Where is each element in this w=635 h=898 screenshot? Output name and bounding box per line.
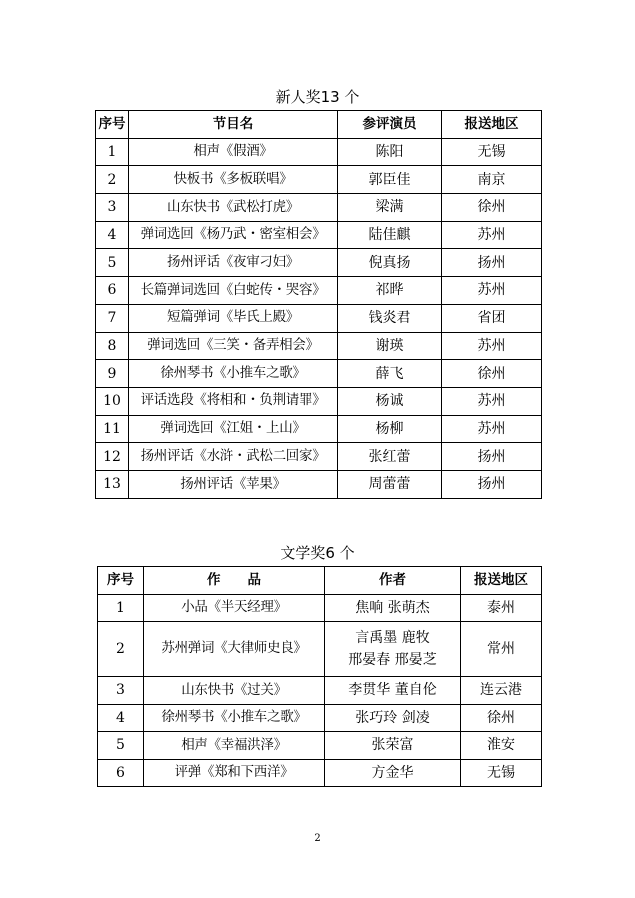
cell-region-text: 徐州 bbox=[477, 199, 506, 216]
cell-region-text: 扬州 bbox=[477, 254, 506, 271]
cell-region bbox=[442, 304, 542, 332]
cell-index-text: 6 bbox=[116, 764, 125, 781]
cell-person-text: 张巧玲 剑凌 bbox=[355, 709, 430, 726]
cell-index-text: 8 bbox=[107, 337, 117, 354]
cell-person bbox=[325, 594, 461, 622]
cell-index bbox=[98, 622, 144, 677]
table-row bbox=[96, 221, 542, 249]
cell-title-text: 弹词选回《江姐・上山》 bbox=[160, 420, 306, 437]
cell-title-text: 弹词选回《三笑・备弄相会》 bbox=[147, 337, 319, 354]
cell-index bbox=[96, 332, 129, 360]
cell-person-text: 谢瑛 bbox=[375, 337, 404, 354]
cell-title-text: 徐州琴书《小推车之歌》 bbox=[160, 364, 306, 381]
cell-person-text: 言禹墨 鹿牧 bbox=[355, 630, 430, 646]
table-row bbox=[96, 332, 542, 360]
cell-person bbox=[338, 194, 442, 222]
cell-index bbox=[98, 704, 144, 732]
cell-index-text: 3 bbox=[116, 682, 125, 699]
table-row bbox=[96, 443, 542, 471]
cell-region bbox=[442, 249, 542, 277]
cell-title bbox=[129, 470, 338, 498]
table-header-row bbox=[96, 111, 542, 139]
table-header-row bbox=[98, 567, 542, 595]
cell-title-text: 评弹《郑和下西洋》 bbox=[174, 764, 294, 780]
cell-index-text: 12 bbox=[103, 448, 121, 465]
cell-person-text: 张红蕾 bbox=[368, 448, 411, 465]
header-performer: 参评演员 bbox=[338, 111, 442, 139]
cell-region-text: 泰州 bbox=[487, 599, 515, 616]
cell-region bbox=[461, 622, 542, 677]
cell-region-text: 无锡 bbox=[477, 144, 506, 161]
cell-title-text: 快板书《多板联唱》 bbox=[173, 170, 293, 187]
table-row bbox=[98, 594, 542, 622]
cell-title bbox=[129, 443, 338, 471]
cell-person bbox=[338, 166, 442, 194]
cell-index-text: 4 bbox=[107, 227, 117, 244]
cell-person bbox=[325, 622, 461, 677]
cell-title bbox=[129, 194, 338, 222]
cell-region bbox=[442, 443, 542, 471]
cell-region bbox=[442, 166, 542, 194]
cell-title-text: 苏州弹词《大律师史良》 bbox=[161, 640, 307, 657]
cell-index bbox=[98, 594, 144, 622]
cell-region bbox=[461, 732, 542, 760]
cell-title bbox=[144, 759, 325, 787]
cell-title-text: 山东快书《过关》 bbox=[181, 681, 287, 698]
cell-index-text: 2 bbox=[116, 641, 125, 657]
cell-region bbox=[442, 360, 542, 388]
cell-index bbox=[96, 304, 129, 332]
cell-region bbox=[442, 470, 542, 498]
cell-region-text: 苏州 bbox=[477, 227, 506, 244]
cell-person-text: 薛飞 bbox=[375, 365, 404, 382]
cell-person-text: 张荣富 bbox=[371, 737, 414, 754]
cell-title-text: 相声《幸福洪泽》 bbox=[181, 736, 287, 753]
cell-person-text: 方金华 bbox=[371, 764, 414, 781]
cell-person-text: 陆佳麒 bbox=[368, 227, 411, 244]
cell-person bbox=[338, 249, 442, 277]
cell-title bbox=[129, 304, 338, 332]
table-row bbox=[96, 470, 542, 498]
cell-index bbox=[98, 732, 144, 760]
cell-region bbox=[442, 277, 542, 305]
cell-index bbox=[96, 194, 129, 222]
cell-title-text: 评话选段《将相和・负荆请罪》 bbox=[140, 392, 326, 409]
cell-region-text: 苏州 bbox=[477, 393, 506, 410]
header-region: 报送地区 bbox=[442, 111, 542, 139]
cell-title-text: 弹词选回《杨乃武・密室相会》 bbox=[140, 226, 326, 243]
cell-person-line2: 邢晏春 邢晏芝 bbox=[348, 652, 437, 668]
cell-person bbox=[325, 759, 461, 787]
cell-person-text: 钱炎君 bbox=[368, 310, 411, 327]
cell-title bbox=[144, 594, 325, 622]
cell-person bbox=[338, 138, 442, 166]
cell-index-text: 4 bbox=[116, 709, 125, 726]
cell-region-text: 苏州 bbox=[477, 420, 506, 437]
cell-region bbox=[442, 387, 542, 415]
cell-title-text: 短篇弹词《毕氏上殿》 bbox=[167, 309, 299, 326]
cell-title-text: 扬州评话《苹果》 bbox=[180, 475, 286, 492]
header-index: 序号 bbox=[98, 567, 144, 595]
cell-index bbox=[96, 470, 129, 498]
cell-title bbox=[129, 221, 338, 249]
cell-title-text: 相声《假酒》 bbox=[193, 143, 273, 160]
cell-title bbox=[129, 277, 338, 305]
cell-region-text: 南京 bbox=[477, 171, 506, 188]
table-row bbox=[96, 277, 542, 305]
cell-region bbox=[461, 759, 542, 787]
cell-person bbox=[338, 360, 442, 388]
cell-index-text: 9 bbox=[107, 365, 117, 382]
cell-person-text: 杨诚 bbox=[375, 393, 404, 410]
cell-region bbox=[461, 677, 542, 705]
table-row bbox=[98, 759, 542, 787]
cell-index-text: 3 bbox=[107, 199, 117, 216]
cell-person-text: 陈阳 bbox=[375, 144, 404, 161]
header-program: 节目名 bbox=[129, 111, 338, 139]
section2-title: 文学奖6 个 bbox=[280, 544, 355, 562]
header-region: 报送地区 bbox=[461, 567, 542, 595]
header-work: 作 品 bbox=[144, 567, 325, 595]
header-author: 作者 bbox=[325, 567, 461, 595]
cell-index bbox=[96, 138, 129, 166]
table-row bbox=[98, 622, 542, 677]
table-row bbox=[96, 304, 542, 332]
cell-region-text: 扬州 bbox=[477, 448, 506, 465]
cell-index bbox=[96, 221, 129, 249]
cell-region-text: 连云港 bbox=[480, 682, 522, 699]
cell-person-text: 李贯华 董自伦 bbox=[348, 682, 437, 699]
cell-title bbox=[144, 622, 325, 677]
table-row bbox=[96, 387, 542, 415]
cell-index-text: 1 bbox=[107, 144, 117, 161]
cell-region-text: 苏州 bbox=[477, 282, 506, 299]
page-number: 2 bbox=[314, 833, 321, 844]
cell-person-text: 焦响 张萌杰 bbox=[355, 599, 430, 616]
newcomer-award-table bbox=[95, 110, 542, 499]
literature-award-table bbox=[97, 566, 542, 787]
cell-region bbox=[442, 194, 542, 222]
cell-title bbox=[129, 249, 338, 277]
table-row bbox=[96, 194, 542, 222]
cell-index bbox=[96, 443, 129, 471]
cell-index bbox=[96, 360, 129, 388]
cell-index bbox=[96, 415, 129, 443]
cell-region-text: 苏州 bbox=[477, 337, 506, 354]
cell-person bbox=[338, 443, 442, 471]
cell-region-text: 省团 bbox=[477, 310, 506, 327]
cell-index-text: 5 bbox=[116, 737, 125, 754]
header-index: 序号 bbox=[96, 111, 129, 139]
cell-index bbox=[98, 759, 144, 787]
cell-region bbox=[461, 594, 542, 622]
cell-index-text: 13 bbox=[103, 476, 121, 493]
cell-person bbox=[325, 732, 461, 760]
cell-person bbox=[325, 704, 461, 732]
cell-person bbox=[338, 415, 442, 443]
cell-title bbox=[144, 732, 325, 760]
cell-index-text: 5 bbox=[107, 254, 117, 271]
table-row bbox=[96, 415, 542, 443]
cell-index-text: 7 bbox=[107, 310, 117, 327]
cell-index bbox=[96, 387, 129, 415]
cell-index-text: 2 bbox=[107, 171, 117, 188]
cell-person-text: 杨柳 bbox=[375, 420, 404, 437]
table-row bbox=[96, 360, 542, 388]
table-row bbox=[96, 138, 542, 166]
cell-title-text: 山东快书《武松打虎》 bbox=[167, 198, 299, 215]
cell-person-text: 祁晔 bbox=[375, 282, 404, 299]
cell-title bbox=[129, 138, 338, 166]
cell-index bbox=[96, 166, 129, 194]
cell-person bbox=[338, 277, 442, 305]
cell-person bbox=[338, 470, 442, 498]
cell-index-text: 1 bbox=[116, 599, 125, 616]
cell-region bbox=[442, 221, 542, 249]
table-row bbox=[98, 732, 542, 760]
cell-title bbox=[129, 415, 338, 443]
cell-index bbox=[96, 277, 129, 305]
cell-title bbox=[129, 387, 338, 415]
cell-region bbox=[442, 415, 542, 443]
cell-region bbox=[461, 704, 542, 732]
cell-title bbox=[144, 704, 325, 732]
cell-region-text: 扬州 bbox=[477, 476, 506, 493]
cell-region-text: 无锡 bbox=[487, 764, 515, 781]
cell-region-text: 徐州 bbox=[477, 365, 506, 382]
cell-region bbox=[442, 332, 542, 360]
cell-index bbox=[96, 249, 129, 277]
cell-title-text: 徐州琴书《小推车之歌》 bbox=[161, 709, 307, 725]
cell-index-text: 6 bbox=[107, 282, 117, 299]
cell-person-text: 倪真扬 bbox=[368, 254, 411, 271]
cell-person-text: 郭臣佳 bbox=[368, 171, 411, 188]
cell-title bbox=[129, 166, 338, 194]
cell-region-text: 淮安 bbox=[487, 737, 515, 754]
cell-title-text: 扬州评话《夜审刁妇》 bbox=[167, 254, 299, 271]
cell-title-text: 扬州评话《水浒・武松二回家》 bbox=[140, 447, 326, 464]
table-row bbox=[96, 249, 542, 277]
section1-title: 新人奖13 个 bbox=[275, 88, 360, 106]
cell-person bbox=[325, 677, 461, 705]
cell-index-text: 10 bbox=[103, 393, 121, 410]
cell-person bbox=[338, 304, 442, 332]
table-row bbox=[96, 166, 542, 194]
cell-person-text: 梁满 bbox=[375, 199, 404, 216]
table-row bbox=[98, 704, 542, 732]
cell-person bbox=[338, 387, 442, 415]
cell-title-text: 小品《半天经理》 bbox=[181, 599, 287, 615]
cell-person bbox=[338, 221, 442, 249]
cell-index bbox=[98, 677, 144, 705]
cell-region bbox=[442, 138, 542, 166]
cell-title bbox=[144, 677, 325, 705]
cell-title bbox=[129, 360, 338, 388]
cell-person bbox=[338, 332, 442, 360]
cell-region-text: 徐州 bbox=[487, 709, 515, 726]
cell-index-text: 11 bbox=[103, 420, 121, 437]
cell-person-text: 周蕾蕾 bbox=[368, 476, 411, 493]
cell-region-text: 常州 bbox=[487, 641, 515, 657]
cell-title bbox=[129, 332, 338, 360]
table-row bbox=[98, 677, 542, 705]
cell-title-text: 长篇弹词选回《白蛇传・哭容》 bbox=[140, 281, 326, 298]
